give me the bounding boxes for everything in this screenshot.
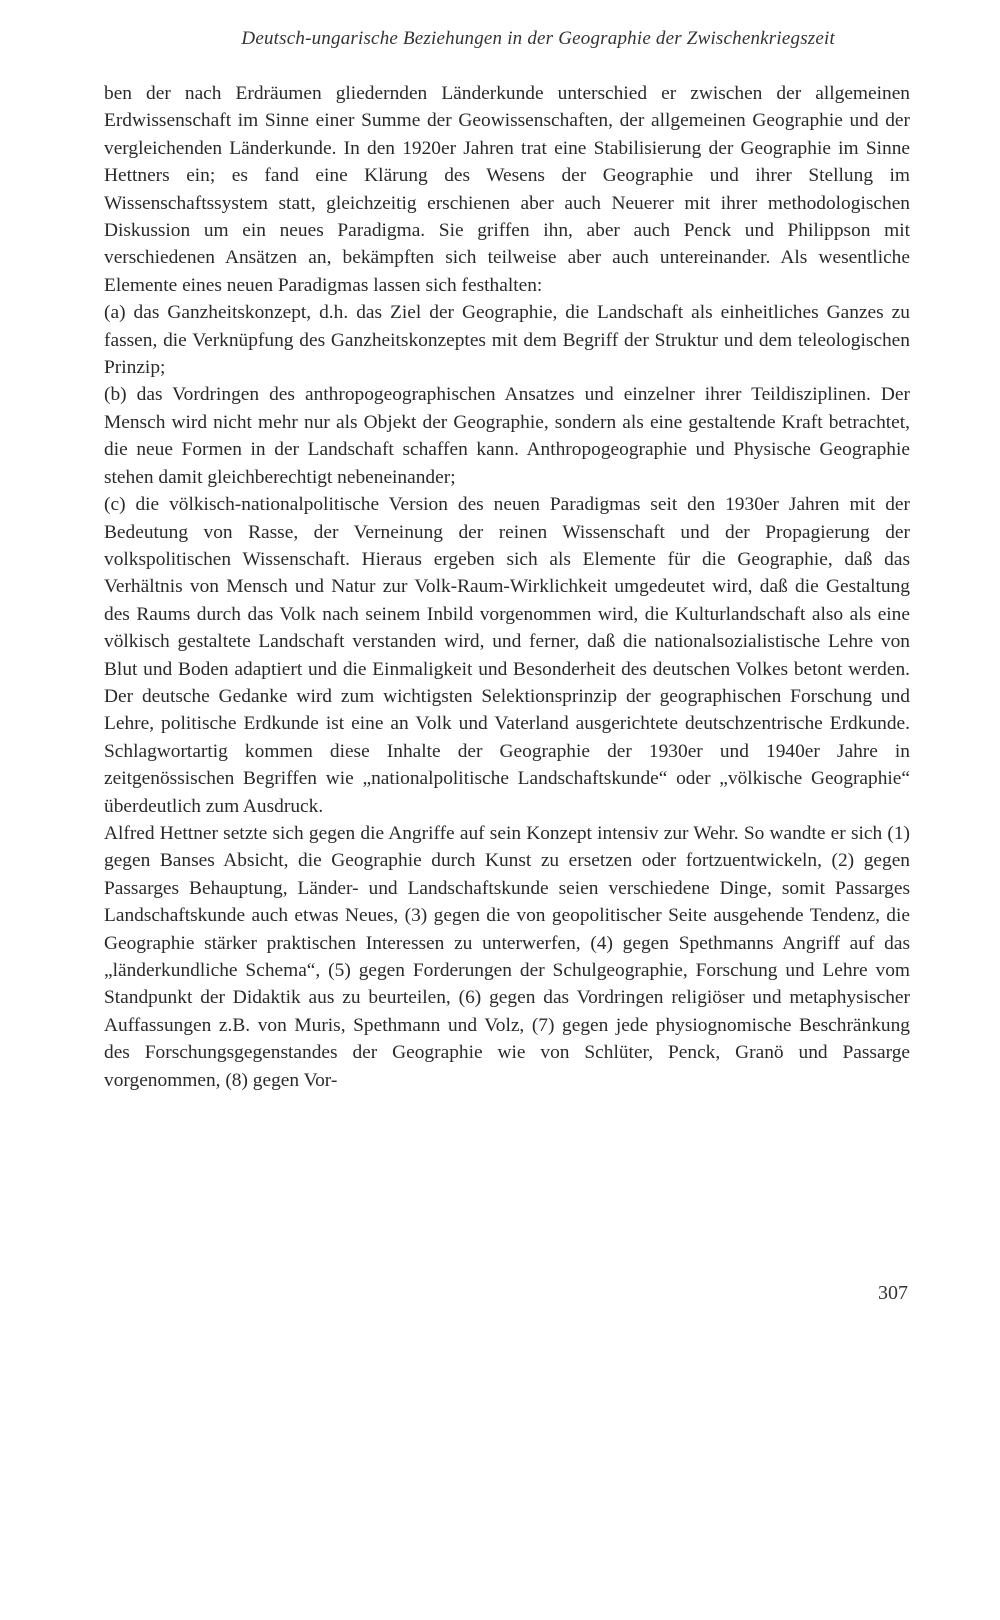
running-head: Deutsch-ungarische Beziehungen in der Geographie der Zwischenkriegszeit <box>241 28 835 49</box>
page-number: 307 <box>878 1282 908 1304</box>
body-text <box>104 80 910 1094</box>
list-item-a: (a) das Ganzheitskonzept, d.h. das Ziel der Geographie, die Landschaft als einheitliches Ganzes zu fassen, die Verknüpfung des Ganzheitskonzeptes mit dem Begriff der Struktur und dem teleologischen Prinzip; <box>104 302 910 379</box>
list-item-b: (b) das Vordringen des anthropogeographischen Ansatzes und einzelner ihrer Teildisziplinen. Der Mensch wird nicht mehr nur als Objekt der Geographie, sondern als eine gestaltende Kraft betrachtet, die neue Formen in der Landschaft schaffen kann. Anthropogeographie und Physische Geographie stehen damit gleichberechtigt nebeneinander; <box>104 384 910 488</box>
paragraph: ben der nach Erdräumen gliedernden Länderkunde unterschied er zwischen der allgemeinen Erdwissenschaft im Sinne einer Summe der Geowissenschaften, der allgemeinen Geographie und der vergleichenden Länderkunde. In den 1920er Jahren trat eine Stabilisierung der Geographie im Sinne Hettners ein; es fand eine Klärung des Wesens der Geographie und ihrer Stellung im Wissenschaftssystem statt, gleichzeitig erschienen aber auch Neuerer mit ihrer methodologischen Diskussion um ein neues Paradigma. Sie griffen ihn, aber auch Penck und Philippson mit verschiedenen Ansätzen an, bekämpften sich teilweise aber auch untereinander. Als wesentliche Elemente eines neuen Paradigmas lassen sich festhalten: <box>104 83 910 296</box>
list-item-c: (c) die völkisch-nationalpolitische Version des neuen Paradigmas seit den 1930er Jahren mit der Bedeutung von Rasse, der Verneinung der reinen Wissenschaft und der Propagierung der volkspolitischen Wissenschaft. Hieraus ergeben sich als Elemente für die Geographie, daß das Verhältnis von Mensch und Natur zur Volk-Raum-Wirklichkeit umgedeutet wird, daß die Gestaltung des Raums durch das Volk nach seinem Inbild vorgenommen wird, die Kulturlandschaft also als eine völkisch gestaltete Landschaft verstanden wird, und ferner, daß die nationalsozialistische Lehre von Blut und Boden adaptiert und die Einmaligkeit und Besonderheit des deutschen Volkes betont werden. Der deutsche Gedanke wird zum wichtigsten Selektionsprinzip der geographischen Forschung und Lehre, politische Erdkunde ist eine an Volk und Vaterland ausgerichtete deutschzentrische Erdkunde. Schlagwortartig kommen diese Inhalte der Geographie der 1930er und 1940er Jahre in zeitgenössischen Begriffen wie „nationalpolitische Landschaftskunde“ oder „völkische Geographie“ überdeutlich zum Ausdruck. <box>104 494 910 817</box>
paragraph: Alfred Hettner setzte sich gegen die Angriffe auf sein Konzept intensiv zur Wehr. So wandte er sich (1) gegen Banses Absicht, die Geographie durch Kunst zu ersetzen oder fortzuentwickeln, (2) gegen Passarges Behauptung, Länder- und Landschaftskunde seien verschiedene Dinge, somit Passarges Landschaftskunde auch etwas Neues, (3) gegen die von geopolitischer Seite ausgehende Tendenz, die Geographie stärker praktischen Interessen zu unterwerfen, (4) gegen Spethmanns Angriff auf das „länderkundliche Schema“, (5) gegen Forderungen der Schulgeographie, Forschung und Lehre vom Standpunkt der Didaktik aus zu beurteilen, (6) gegen das Vordringen religiöser und metaphysischer Auffassungen z.B. von Muris, Spethmann und Volz, (7) gegen jede physiognomische Beschränkung des Forschungsgegenstandes der Geographie wie von Schlüter, Penck, Granö und Passarge vorgenommen, (8) gegen Vor- <box>104 822 910 1091</box>
